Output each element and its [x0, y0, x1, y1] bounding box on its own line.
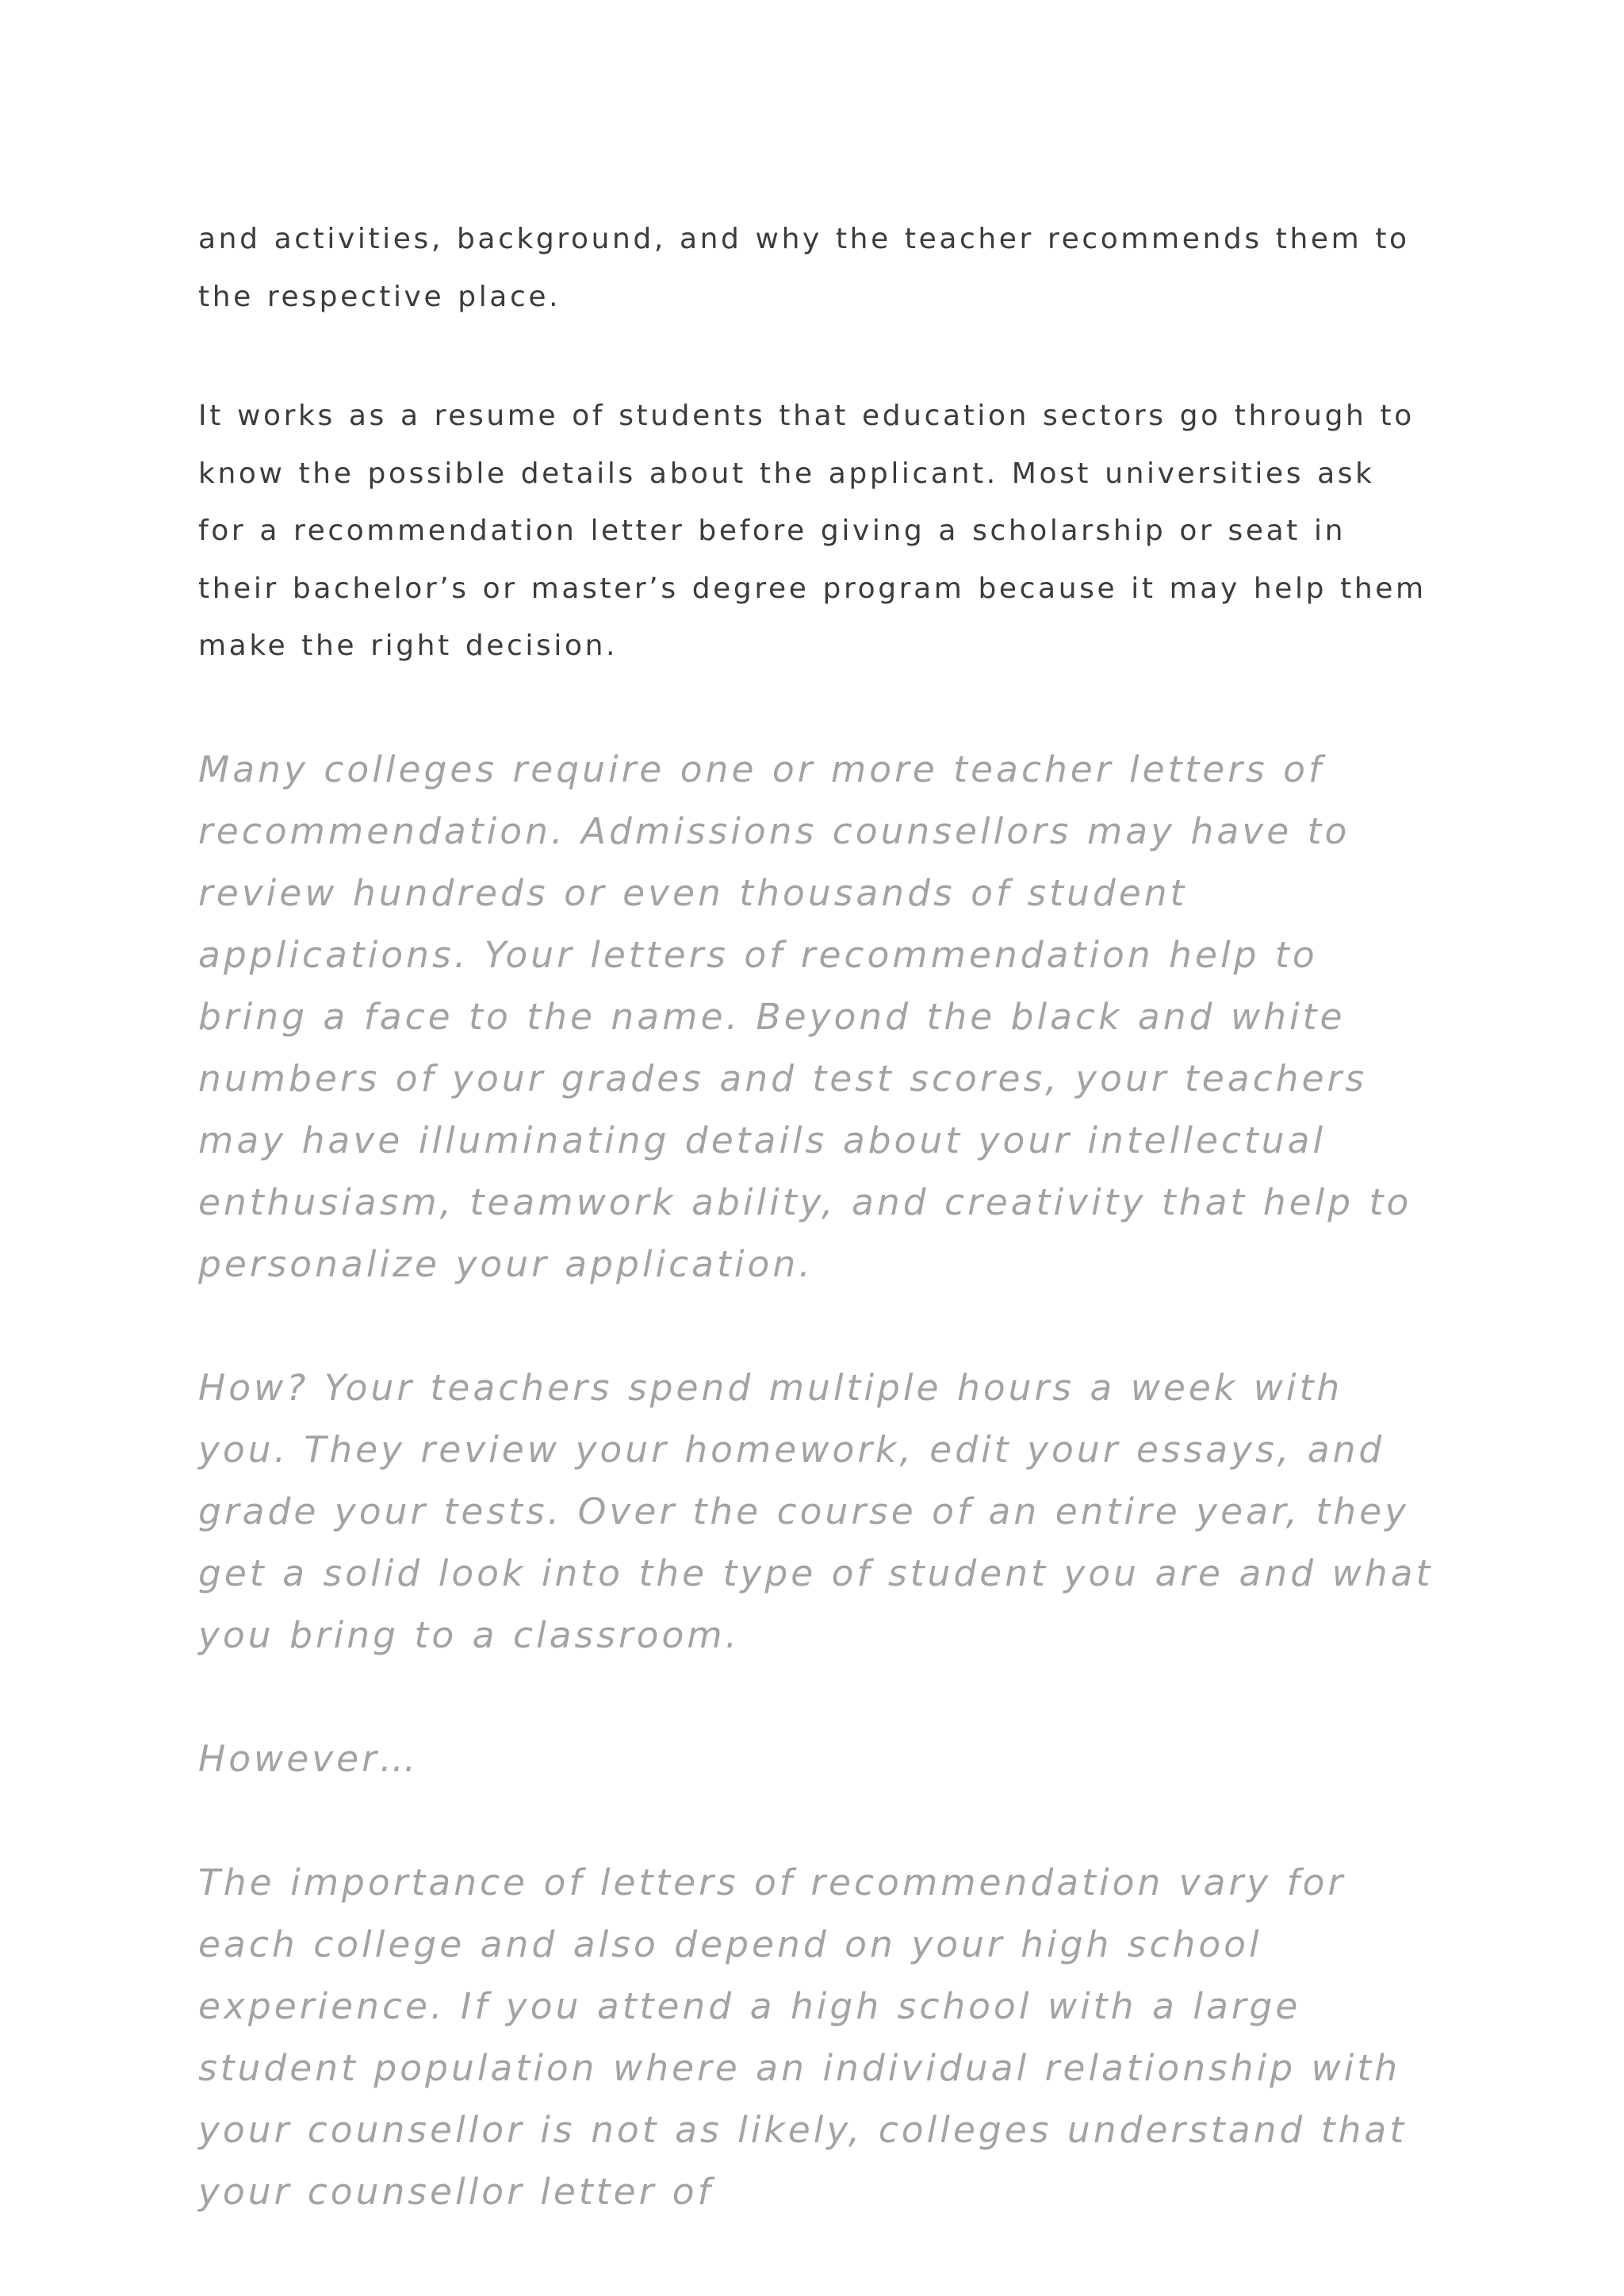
quote-paragraph-importance: The importance of letters of recommendation vary for each college and also depend on your high school experience. If you attend a high school with a large student population where an individual relationship with your counsellor is not as likely, colleges understand that your counsellor letter of	[198, 1861, 1408, 2213]
body-paragraph-continuation: and activities, background, and why the teacher recommends them to the respective place.	[198, 223, 1410, 313]
document-content	[198, 211, 1435, 2223]
quote-paragraph-however: However…	[198, 1737, 419, 1780]
quote-block	[198, 739, 1435, 2223]
quote-paragraph-how: How? Your teachers spend multiple hours a week with you. They review your homework, edit your essays, and grade your tests. Over the course of an entire year, they get a solid look into the type of student you are and what you bring to a classroom.	[198, 1366, 1434, 1656]
quote-paragraph-colleges: Many colleges require one or more teacher letters of recommendation. Admissions counsellors may have to review hundreds or even thousands of student applications. Your letters of recommendation help to bring a face to the name. Beyond the black and white numbers of your grades and test scores, your teachers may have illuminating details about your intellectual enthusiasm, teamwork ability, and creativity that help to personalize your application.	[198, 748, 1412, 1285]
body-paragraph-resume: It works as a resume of students that education sectors go through to know the possible details about the applicant. Most universities ask for a recommendation letter before giving a scholarship or seat in their bachelor’s or master’s degree program because it may help them make the right decision.	[198, 400, 1427, 662]
